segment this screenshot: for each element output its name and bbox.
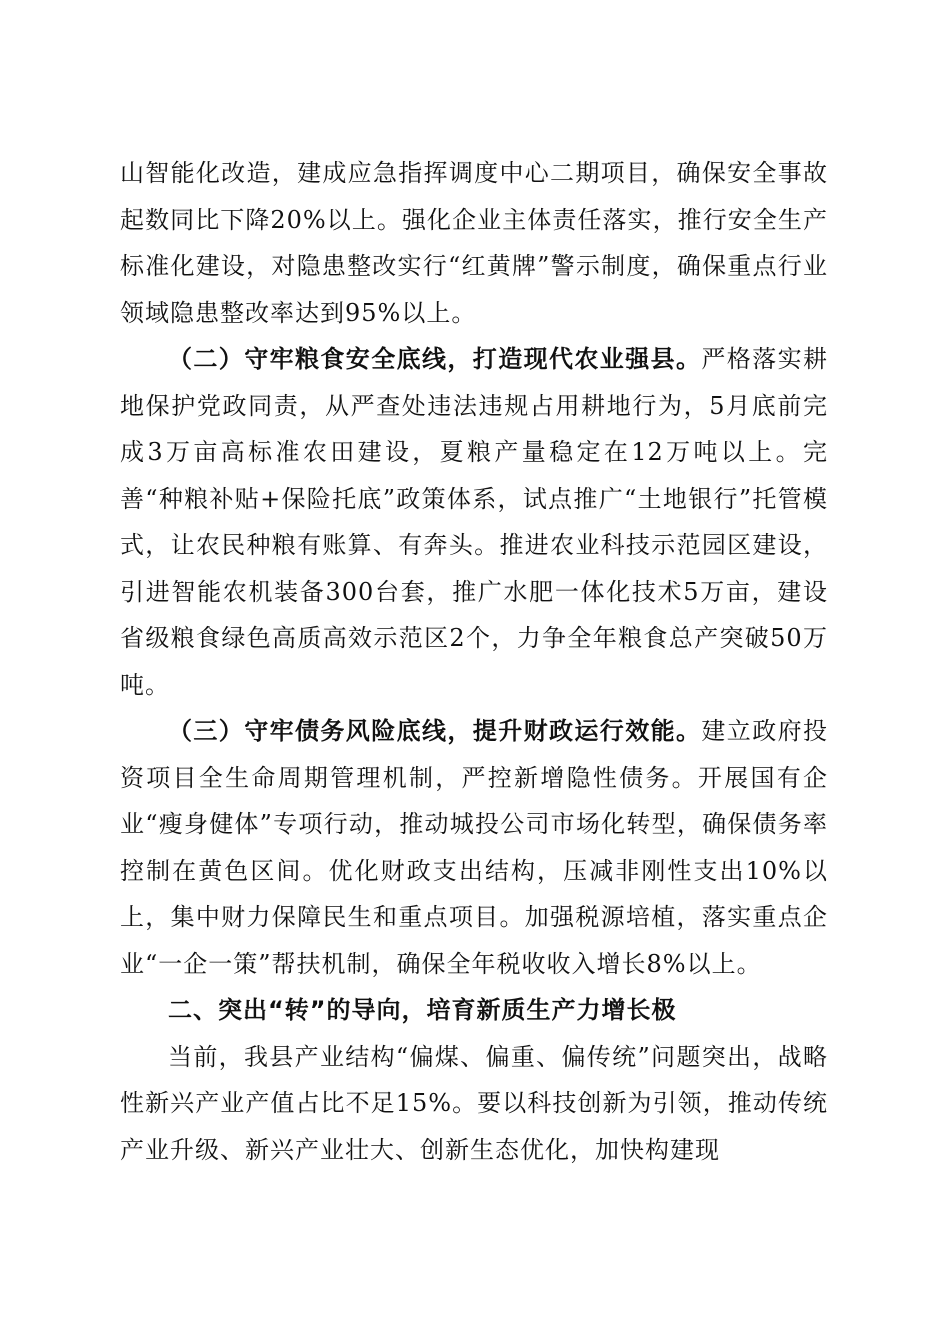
paragraph-debt-risk <box>120 708 828 987</box>
paragraph-safety-continued: 山智能化改造，建成应急指挥调度中心二期项目，确保安全事故起数同比下降20%以上。强化企业主体责任落实，推行安全生产标准化建设，对隐患整改实行“红黄牌”警示制度，确保重点行业领域隐患整改率达到95%以上。 <box>120 159 828 327</box>
subheading-grain-security: （二）守牢粮食安全底线，打造现代农业强县。 <box>168 344 702 373</box>
paragraph-industry-structure: 当前，我县产业结构“偏煤、偏重、偏传统”问题突出，战略性新兴产业产值占比不足15%。要以科技创新为引领，推动传统产业升级、新兴产业壮大、创新生态优化，加快构建现 <box>120 1042 828 1164</box>
section-heading-transformation: 二、突出“转”的导向，培育新质生产力增长极 <box>168 996 677 1024</box>
document-body <box>120 150 828 1173</box>
subheading-debt-risk: （三）守牢债务风险底线，提升财政运行效能。 <box>168 716 702 745</box>
paragraph-debt-risk-text: 建立政府投资项目全生命周期管理机制，严控新增隐性债务。开展国有企业“瘦身健体”专项行动，推动城投公司市场化转型，确保债务率控制在黄色区间。优化财政支出结构，压减非刚性支出10%以上，集中财力保障民生和重点项目。加强税源培植，落实重点企业“一企一策”帮扶机制，确保全年税收收入增长8%以上。 <box>120 717 829 978</box>
paragraph-grain-security-text: 严格落实耕地保护党政同责，从严查处违法违规占用耕地行为，5月底前完成3万亩高标准农田建设，夏粮产量稳定在12万吨以上。完善“种粮补贴+保险托底”政策体系，试点推广“土地银行”托管模式，让农民种粮有账算、有奔头。推进农业科技示范园区建设，引进智能农机装备300台套，推广水肥一体化技术5万亩，建设省级粮食绿色高质高效示范区2个，力争全年粮食总产突破50万吨。 <box>120 345 829 699</box>
paragraph-grain-security <box>120 336 828 708</box>
